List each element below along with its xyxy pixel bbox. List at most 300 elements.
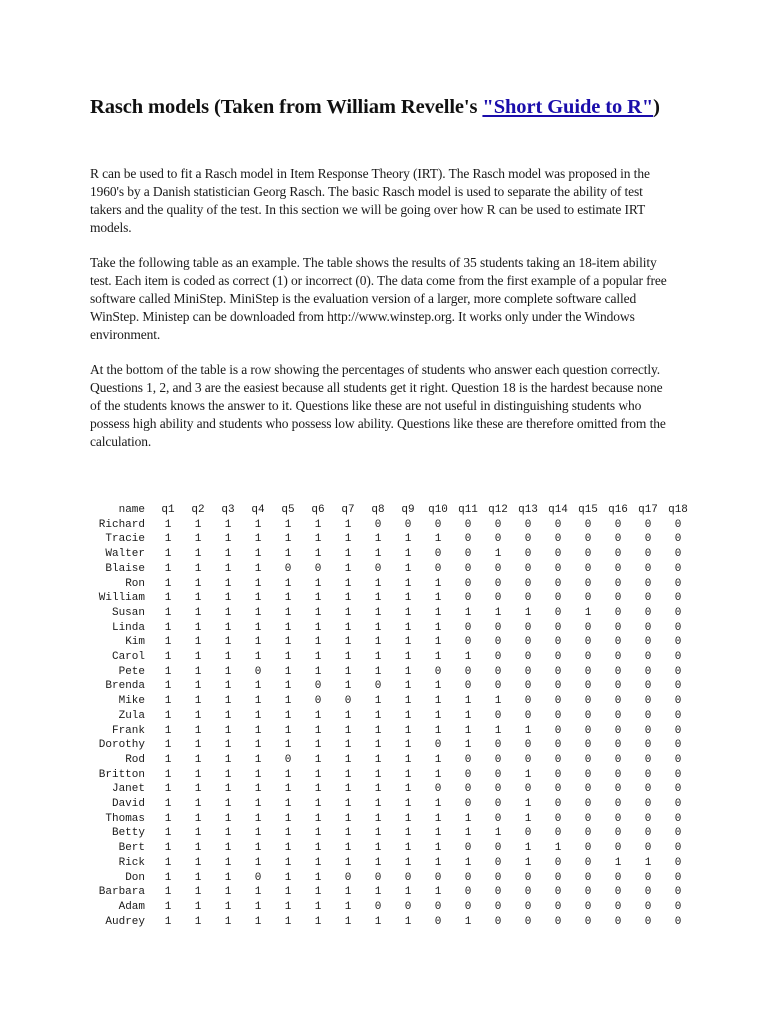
score-cell: 0 xyxy=(674,636,682,649)
table-row xyxy=(91,856,693,871)
score-cell: 1 xyxy=(434,724,442,737)
score-cell: 1 xyxy=(284,577,292,590)
score-cell: 1 xyxy=(344,562,352,575)
score-cell: 0 xyxy=(524,621,532,634)
score-cell: 1 xyxy=(404,812,412,825)
score-cell: 0 xyxy=(584,592,592,605)
score-cell: 0 xyxy=(644,798,652,811)
score-cell: 1 xyxy=(374,724,382,737)
score-cell: 1 xyxy=(374,886,382,899)
score-cell: 1 xyxy=(224,592,232,605)
score-cell: 0 xyxy=(494,798,502,811)
score-cell: 0 xyxy=(644,900,652,913)
score-cell: 1 xyxy=(374,548,382,561)
score-cell: 0 xyxy=(614,548,622,561)
score-cell: 0 xyxy=(584,739,592,752)
student-name: Britton xyxy=(98,768,145,781)
score-cell: 1 xyxy=(314,798,322,811)
table-row xyxy=(91,577,693,592)
score-cell: 1 xyxy=(194,768,202,781)
score-cell: 1 xyxy=(224,856,232,869)
score-cell: 0 xyxy=(614,577,622,590)
score-cell: 0 xyxy=(374,871,382,884)
score-cell: 0 xyxy=(584,577,592,590)
score-cell: 1 xyxy=(284,886,292,899)
score-cell: 1 xyxy=(374,812,382,825)
score-cell: 1 xyxy=(194,842,202,855)
score-cell: 0 xyxy=(584,900,592,913)
score-cell: 0 xyxy=(554,548,562,561)
score-cell: 0 xyxy=(644,886,652,899)
score-cell: 0 xyxy=(434,871,442,884)
score-cell: 1 xyxy=(464,827,472,840)
score-cell: 0 xyxy=(614,900,622,913)
score-cell: 0 xyxy=(674,798,682,811)
score-cell: 0 xyxy=(524,709,532,722)
score-cell: 0 xyxy=(554,871,562,884)
score-cell: 0 xyxy=(644,606,652,619)
score-cell: 1 xyxy=(224,724,232,737)
score-cell: 1 xyxy=(404,709,412,722)
score-cell: 1 xyxy=(314,753,322,766)
student-name: Betty xyxy=(111,827,145,840)
score-cell: 1 xyxy=(284,856,292,869)
score-cell: 1 xyxy=(374,651,382,664)
score-cell: 1 xyxy=(434,592,442,605)
score-cell: 1 xyxy=(434,695,442,708)
score-cell: 0 xyxy=(464,842,472,855)
score-cell: 0 xyxy=(584,871,592,884)
score-cell: 0 xyxy=(674,680,682,693)
score-cell: 1 xyxy=(164,621,172,634)
table-row xyxy=(91,562,693,577)
score-cell: 0 xyxy=(554,606,562,619)
score-cell: 1 xyxy=(164,886,172,899)
score-cell: 1 xyxy=(464,709,472,722)
score-cell: 0 xyxy=(524,680,532,693)
student-name: Mike xyxy=(118,695,145,708)
score-cell: 1 xyxy=(434,753,442,766)
student-name: Frank xyxy=(111,724,145,737)
score-cell: 1 xyxy=(284,798,292,811)
score-cell: 1 xyxy=(284,665,292,678)
table-row xyxy=(91,768,693,783)
score-cell: 1 xyxy=(164,768,172,781)
score-cell: 0 xyxy=(584,798,592,811)
score-cell: 1 xyxy=(374,915,382,928)
score-cell: 1 xyxy=(374,695,382,708)
score-cell: 1 xyxy=(434,621,442,634)
score-cell: 0 xyxy=(434,783,442,796)
score-cell: 0 xyxy=(464,562,472,575)
score-cell: 0 xyxy=(614,768,622,781)
score-cell: 1 xyxy=(344,900,352,913)
score-cell: 1 xyxy=(314,548,322,561)
column-header-q18: q18 xyxy=(668,504,688,516)
score-cell: 0 xyxy=(494,915,502,928)
score-cell: 1 xyxy=(224,651,232,664)
score-cell: 1 xyxy=(374,739,382,752)
score-cell: 1 xyxy=(164,606,172,619)
student-name: David xyxy=(111,798,145,811)
table-row xyxy=(91,621,693,636)
score-cell: 0 xyxy=(614,518,622,531)
score-cell: 1 xyxy=(164,592,172,605)
score-cell: 0 xyxy=(674,577,682,590)
score-cell: 1 xyxy=(434,827,442,840)
score-cell: 1 xyxy=(374,533,382,546)
score-cell: 0 xyxy=(554,680,562,693)
score-cell: 0 xyxy=(524,827,532,840)
score-cell: 1 xyxy=(254,577,262,590)
score-cell: 0 xyxy=(584,518,592,531)
score-cell: 1 xyxy=(224,533,232,546)
score-cell: 0 xyxy=(464,577,472,590)
score-cell: 1 xyxy=(284,827,292,840)
score-cell: 0 xyxy=(494,753,502,766)
score-cell: 0 xyxy=(494,621,502,634)
score-cell: 0 xyxy=(674,518,682,531)
score-cell: 1 xyxy=(344,533,352,546)
score-cell: 1 xyxy=(404,621,412,634)
score-cell: 1 xyxy=(344,518,352,531)
score-cell: 1 xyxy=(284,812,292,825)
score-cell: 0 xyxy=(554,798,562,811)
student-name: Adam xyxy=(118,900,145,913)
score-cell: 0 xyxy=(674,709,682,722)
score-cell: 1 xyxy=(314,856,322,869)
score-cell: 1 xyxy=(164,783,172,796)
score-cell: 0 xyxy=(644,636,652,649)
column-header-q5: q5 xyxy=(281,504,295,516)
score-cell: 1 xyxy=(164,724,172,737)
score-cell: 0 xyxy=(614,724,622,737)
score-cell: 1 xyxy=(524,842,532,855)
score-cell: 0 xyxy=(644,871,652,884)
score-cell: 1 xyxy=(254,621,262,634)
student-name: Walter xyxy=(105,548,145,561)
score-cell: 0 xyxy=(494,768,502,781)
score-cell: 1 xyxy=(434,886,442,899)
student-name: Barbara xyxy=(98,886,145,899)
score-cell: 1 xyxy=(284,915,292,928)
score-cell: 0 xyxy=(494,709,502,722)
score-cell: 1 xyxy=(404,665,412,678)
score-cell: 1 xyxy=(404,856,412,869)
score-cell: 1 xyxy=(224,695,232,708)
score-cell: 1 xyxy=(284,900,292,913)
score-cell: 1 xyxy=(374,577,382,590)
score-cell: 0 xyxy=(644,518,652,531)
score-cell: 0 xyxy=(524,665,532,678)
score-cell: 0 xyxy=(584,856,592,869)
score-cell: 0 xyxy=(614,592,622,605)
score-cell: 1 xyxy=(254,548,262,561)
score-cell: 1 xyxy=(314,533,322,546)
score-cell: 1 xyxy=(164,651,172,664)
score-cell: 1 xyxy=(224,636,232,649)
score-cell: 1 xyxy=(434,680,442,693)
table-row xyxy=(91,782,693,797)
score-cell: 1 xyxy=(464,812,472,825)
score-cell: 1 xyxy=(224,753,232,766)
score-cell: 0 xyxy=(674,695,682,708)
score-cell: 0 xyxy=(494,562,502,575)
table-row xyxy=(91,885,693,900)
score-cell: 0 xyxy=(524,577,532,590)
score-cell: 0 xyxy=(464,900,472,913)
score-cell: 0 xyxy=(584,886,592,899)
score-cell: 1 xyxy=(194,665,202,678)
score-cell: 0 xyxy=(494,680,502,693)
score-cell: 0 xyxy=(644,577,652,590)
score-cell: 0 xyxy=(674,871,682,884)
score-cell: 1 xyxy=(314,651,322,664)
score-cell: 0 xyxy=(644,724,652,737)
score-cell: 0 xyxy=(314,562,322,575)
intro-paragraph: R can be used to fit a Rasch model in Item Response Theory (IRT). The Rasch model was proposed in the 1960's by a Danish statistician Georg Rasch. The basic Rasch model is used to separate the ability of test takers and the quality of the test. In this section we will be going over how R can be used to estimate IRT models. xyxy=(90,166,650,235)
score-cell: 1 xyxy=(194,753,202,766)
score-cell: 1 xyxy=(254,724,262,737)
score-cell: 0 xyxy=(314,695,322,708)
score-cell: 1 xyxy=(344,636,352,649)
score-cell: 1 xyxy=(224,900,232,913)
score-cell: 0 xyxy=(644,739,652,752)
score-cell: 0 xyxy=(554,651,562,664)
score-cell: 1 xyxy=(404,533,412,546)
score-cell: 1 xyxy=(284,533,292,546)
score-cell: 0 xyxy=(494,871,502,884)
score-cell: 1 xyxy=(194,621,202,634)
score-cell: 1 xyxy=(164,548,172,561)
score-cell: 0 xyxy=(524,518,532,531)
score-cell: 1 xyxy=(224,783,232,796)
score-cell: 1 xyxy=(164,680,172,693)
score-cell: 1 xyxy=(374,842,382,855)
score-cell: 1 xyxy=(314,518,322,531)
score-cell: 0 xyxy=(464,636,472,649)
score-cell: 1 xyxy=(314,871,322,884)
score-cell: 1 xyxy=(344,827,352,840)
score-cell: 1 xyxy=(254,739,262,752)
score-cell: 1 xyxy=(284,739,292,752)
score-cell: 0 xyxy=(584,636,592,649)
score-cell: 0 xyxy=(614,753,622,766)
score-cell: 1 xyxy=(284,651,292,664)
table-row xyxy=(91,900,693,915)
score-cell: 1 xyxy=(224,827,232,840)
score-cell: 1 xyxy=(344,592,352,605)
score-cell: 0 xyxy=(674,783,682,796)
score-cell: 1 xyxy=(374,592,382,605)
score-cell: 0 xyxy=(644,842,652,855)
score-cell: 0 xyxy=(434,518,442,531)
score-cell: 1 xyxy=(314,592,322,605)
score-cell: 0 xyxy=(584,665,592,678)
score-cell: 0 xyxy=(674,812,682,825)
table-row xyxy=(91,591,693,606)
score-cell: 1 xyxy=(344,798,352,811)
score-cell: 1 xyxy=(194,812,202,825)
score-cell: 0 xyxy=(554,886,562,899)
score-cell: 0 xyxy=(494,651,502,664)
score-cell: 0 xyxy=(494,577,502,590)
score-cell: 0 xyxy=(644,753,652,766)
score-cell: 0 xyxy=(434,915,442,928)
student-name: Ron xyxy=(125,577,145,590)
score-cell: 0 xyxy=(494,636,502,649)
student-name: Richard xyxy=(98,518,145,531)
score-cell: 0 xyxy=(464,592,472,605)
score-cell: 1 xyxy=(284,842,292,855)
score-cell: 1 xyxy=(284,636,292,649)
score-cell: 1 xyxy=(524,768,532,781)
score-cell: 1 xyxy=(584,606,592,619)
score-cell: 1 xyxy=(224,842,232,855)
score-cell: 1 xyxy=(284,724,292,737)
score-cell: 0 xyxy=(644,812,652,825)
score-cell: 0 xyxy=(524,783,532,796)
score-cell: 0 xyxy=(584,533,592,546)
score-cell: 0 xyxy=(614,915,622,928)
table-row xyxy=(91,871,693,886)
score-cell: 0 xyxy=(524,562,532,575)
score-cell: 0 xyxy=(494,900,502,913)
table-row xyxy=(91,650,693,665)
score-cell: 0 xyxy=(404,871,412,884)
score-cell: 1 xyxy=(164,827,172,840)
score-cell: 1 xyxy=(434,842,442,855)
score-cell: 0 xyxy=(254,871,262,884)
score-cell: 1 xyxy=(554,842,562,855)
score-cell: 0 xyxy=(554,768,562,781)
score-cell: 1 xyxy=(404,651,412,664)
column-header-q9: q9 xyxy=(401,504,415,516)
score-cell: 1 xyxy=(404,768,412,781)
score-cell: 1 xyxy=(314,812,322,825)
score-cell: 1 xyxy=(284,695,292,708)
score-cell: 1 xyxy=(224,812,232,825)
score-cell: 1 xyxy=(284,548,292,561)
score-cell: 0 xyxy=(464,871,472,884)
table-row xyxy=(91,812,693,827)
table-row xyxy=(91,738,693,753)
score-cell: 0 xyxy=(584,768,592,781)
score-cell: 0 xyxy=(584,753,592,766)
score-cell: 1 xyxy=(164,812,172,825)
score-cell: 1 xyxy=(224,562,232,575)
score-cell: 1 xyxy=(344,783,352,796)
score-cell: 0 xyxy=(554,636,562,649)
score-cell: 0 xyxy=(494,518,502,531)
score-cell: 1 xyxy=(254,606,262,619)
score-cell: 1 xyxy=(254,592,262,605)
score-cell: 0 xyxy=(464,665,472,678)
score-cell: 1 xyxy=(194,827,202,840)
score-cell: 1 xyxy=(194,783,202,796)
score-cell: 1 xyxy=(284,518,292,531)
score-cell: 0 xyxy=(524,592,532,605)
score-cell: 1 xyxy=(314,886,322,899)
score-cell: 1 xyxy=(344,548,352,561)
score-cell: 0 xyxy=(644,665,652,678)
column-header-q8: q8 xyxy=(371,504,385,516)
score-cell: 0 xyxy=(464,768,472,781)
score-cell: 0 xyxy=(554,812,562,825)
score-cell: 1 xyxy=(194,518,202,531)
score-cell: 1 xyxy=(344,665,352,678)
score-cell: 0 xyxy=(584,695,592,708)
score-cell: 1 xyxy=(404,724,412,737)
score-cell: 0 xyxy=(584,548,592,561)
column-header-q7: q7 xyxy=(341,504,355,516)
score-cell: 1 xyxy=(464,695,472,708)
score-cell: 1 xyxy=(314,842,322,855)
score-cell: 0 xyxy=(614,886,622,899)
score-cell: 0 xyxy=(464,621,472,634)
student-name: Bert xyxy=(118,842,145,855)
score-cell: 1 xyxy=(344,812,352,825)
score-cell: 0 xyxy=(554,518,562,531)
score-cell: 0 xyxy=(494,812,502,825)
score-cell: 1 xyxy=(284,592,292,605)
student-name: Susan xyxy=(111,606,145,619)
score-cell: 1 xyxy=(284,768,292,781)
student-name: Carol xyxy=(111,651,145,664)
score-cell: 1 xyxy=(374,636,382,649)
student-name: Kim xyxy=(125,636,145,649)
score-cell: 1 xyxy=(164,856,172,869)
score-cell: 0 xyxy=(614,533,622,546)
score-cell: 0 xyxy=(674,768,682,781)
score-cell: 0 xyxy=(524,886,532,899)
score-cell: 1 xyxy=(164,562,172,575)
score-cell: 1 xyxy=(374,827,382,840)
score-cell: 1 xyxy=(524,606,532,619)
score-cell: 1 xyxy=(224,709,232,722)
score-cell: 0 xyxy=(404,518,412,531)
score-cell: 0 xyxy=(644,548,652,561)
score-cell: 1 xyxy=(344,915,352,928)
table-row xyxy=(91,606,693,621)
student-name: Janet xyxy=(111,783,145,796)
score-cell: 0 xyxy=(614,709,622,722)
student-name: Don xyxy=(125,871,145,884)
table-row xyxy=(91,679,693,694)
score-cell: 1 xyxy=(344,651,352,664)
table-row xyxy=(91,518,693,533)
score-cell: 1 xyxy=(224,739,232,752)
score-cell: 0 xyxy=(614,842,622,855)
score-cell: 0 xyxy=(374,680,382,693)
short-guide-link[interactable]: "Short Guide to R" xyxy=(482,96,654,118)
score-cell: 0 xyxy=(674,753,682,766)
score-cell: 1 xyxy=(314,739,322,752)
score-cell: 0 xyxy=(674,621,682,634)
score-cell: 0 xyxy=(674,900,682,913)
score-cell: 1 xyxy=(314,606,322,619)
score-cell: 1 xyxy=(344,739,352,752)
score-cell: 0 xyxy=(494,886,502,899)
score-cell: 0 xyxy=(584,680,592,693)
score-cell: 1 xyxy=(164,915,172,928)
score-cell: 1 xyxy=(314,915,322,928)
score-cell: 0 xyxy=(554,915,562,928)
score-cell: 1 xyxy=(254,518,262,531)
score-cell: 1 xyxy=(434,798,442,811)
score-cell: 0 xyxy=(674,548,682,561)
score-cell: 0 xyxy=(524,739,532,752)
